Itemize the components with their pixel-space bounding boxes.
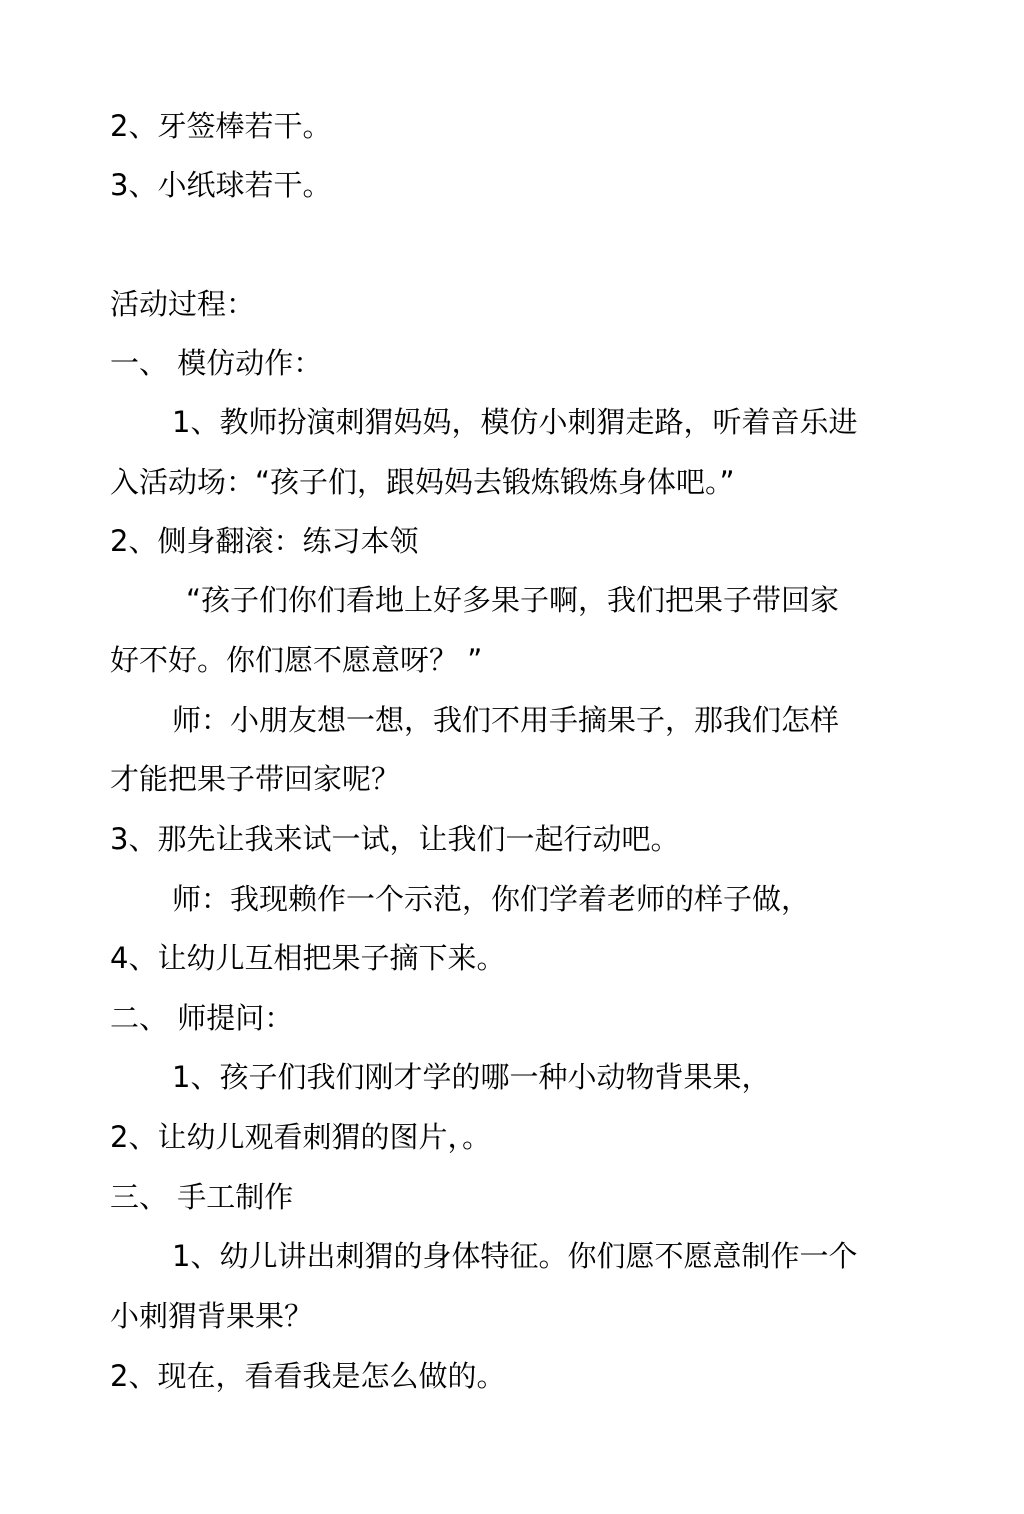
paragraph-line: 2、让幼儿观看刺猬的图片，。: [110, 1120, 491, 1154]
paragraph-line: 入活动场：“孩子们，跟妈妈去锻炼锻炼身体吧。”: [110, 465, 735, 499]
section-heading-activity-process: 活动过程：: [110, 287, 256, 321]
paragraph-line: 1、幼儿讲出刺猬的身体特征。你们愿不愿意制作一个: [172, 1239, 858, 1273]
paragraph-line: 好不好。你们愿不愿意呀？ ”: [110, 643, 483, 677]
paragraph-line: 3、那先让我来试一试，让我们一起行动吧。: [110, 822, 680, 856]
part-3-heading: 三、 手工制作: [110, 1180, 294, 1214]
paragraph-line: 2、侧身翻滚：练习本领: [110, 524, 419, 558]
part-1-heading: 一、 模仿动作：: [110, 346, 323, 380]
paragraph-line: 4、让幼儿互相把果子摘下来。: [110, 941, 506, 975]
paragraph-line: “孩子们你们看地上好多果子啊，我们把果子带回家: [186, 583, 840, 617]
paragraph-line: 小刺猬背果果？: [110, 1299, 314, 1333]
paragraph-line: 1、孩子们我们刚才学的哪一种小动物背果果，: [172, 1060, 771, 1094]
materials-item-3: 3、小纸球若干。: [110, 168, 332, 202]
paragraph-line: 师：我现赖作一个示范，你们学着老师的样子做，: [172, 882, 811, 916]
paragraph-line: 师：小朋友想一想，我们不用手摘果子，那我们怎样: [172, 703, 840, 737]
paragraph-line: 2、现在，看看我是怎么做的。: [110, 1359, 506, 1393]
paragraph-line: 1、教师扮演刺猬妈妈，模仿小刺猬走路，听着音乐进: [172, 405, 858, 439]
materials-item-2: 2、牙签棒若干。: [110, 109, 332, 143]
part-2-heading: 二、 师提问：: [110, 1001, 294, 1035]
paragraph-line: 才能把果子带回家呢？: [110, 762, 401, 796]
